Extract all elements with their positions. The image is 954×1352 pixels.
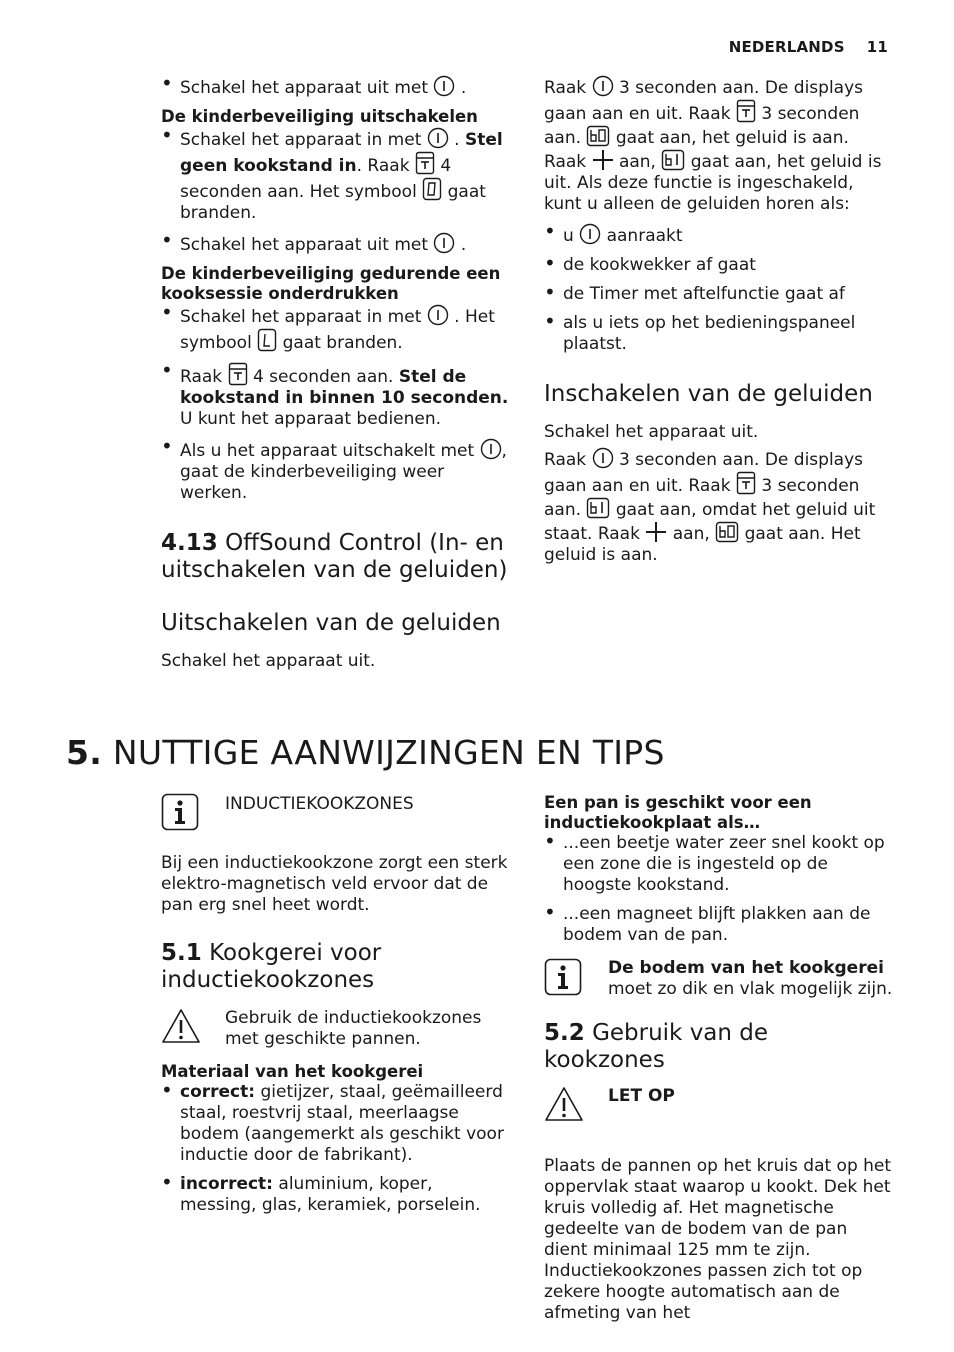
display-b0-icon [715,521,739,543]
power-icon [592,447,614,469]
paragraph: Bij een inductiekookzone zorgt een sterk elektro-magnetisch veld ervoor dat de pan erg snel heet wordt. [161,853,508,915]
right-bottom-column [544,793,896,1324]
plus-icon [592,149,614,171]
warning-icon [161,1008,201,1044]
list-item: • Raak 4 seconden aan. Stel de kookstand in binnen 10 seconden. U kunt het apparaat bedienen. [161,362,511,430]
list-item: • Als u het apparaat uitschakelt met , gaat de kinderbeveiliging weer werken. [161,438,511,504]
left-bottom-column [161,793,513,1224]
section-heading-5-1: 5.1 Kookgerei voor inductiekookzones [161,940,382,993]
subsection-heading: Inschakelen van de geluiden [544,381,873,407]
power-icon [427,304,449,326]
subheading: Een pan is geschikt voor een inductiekookplaat als… [544,793,812,832]
display-b1-icon [661,149,685,171]
info-icon [544,958,582,996]
warning-note: LET OP [544,1086,896,1146]
section-heading-5-2: 5.2 Gebruik van de kookzones [544,1020,769,1073]
plus-icon [645,521,667,543]
display-0-icon [422,177,442,201]
info-note: INDUCTIEKOOKZONES [161,793,513,841]
paragraph: Raak 3 seconden aan. De displays gaan aan en uit. Raak 3 seconden aan. gaat aan, omdat het geluid uit staat. Raak aan, gaat aan. Het geluid is aan. [544,447,894,566]
list-item: • incorrect: aluminium, koper, messing, glas, keramiek, porselein. [161,1174,513,1216]
chapter-heading: 5. NUTTIGE AANWIJZINGEN EN TIPS [66,733,665,772]
paragraph: Raak 3 seconden aan. De displays gaan aan en uit. Raak 3 seconden aan. gaat aan, het geluid is aan. Raak aan, gaat aan, het geluid is uit. Als deze functie is ingeschakeld, kunt u alleen de geluiden horen als: [544,75,894,215]
subheading: Materiaal van het kookgerei [161,1062,424,1081]
list-item: • als u iets op het bedieningspaneel plaatst. [544,313,894,355]
display-b0-icon [586,125,610,147]
power-icon [480,438,502,460]
subsection-heading: Uitschakelen van de geluiden [161,610,501,636]
list-item: • Schakel het apparaat in met . Het symbool gaat branden. [161,304,511,354]
lock-key-icon [736,471,756,495]
subheading: De kinderbeveiliging uitschakelen [161,107,478,126]
subheading: De kinderbeveiliging gedurende een kooksessie onderdrukken [161,264,501,303]
list-item: • u aanraakt [544,223,894,247]
warning-note: Gebruik de inductiekookzones met geschikte pannen. [161,1008,513,1056]
list-item: • ...een beetje water zeer snel kookt op een zone die is ingesteld op de hoogste kookstand. [544,833,896,896]
lock-key-icon [228,362,248,386]
list-item: • ...een magneet blijft plakken aan de bodem van de pan. [544,904,896,946]
lock-key-icon [415,151,435,175]
display-L-icon [257,328,277,352]
left-top-column [161,75,511,672]
info-icon [161,793,199,831]
list-item: • de Timer met aftelfunctie gaat af [544,284,894,305]
list-item: • Schakel het apparaat uit met . [161,232,511,256]
warning-icon [544,1086,584,1122]
power-icon [433,232,455,254]
display-b1-icon [586,497,610,519]
power-icon [427,127,449,149]
power-icon [433,75,455,97]
info-note: De bodem van het kookgerei moet zo dik en vlak mogelijk zijn. [544,958,896,1006]
list-item: • de kookwekker af gaat [544,255,894,276]
header-language: NEDERLANDS [728,38,845,56]
paragraph: Schakel het apparaat uit. [161,651,376,671]
section-heading-4-13: 4.13 OffSound Control (In- en uitschakelen van de geluiden) [161,530,508,583]
page-header [729,38,888,56]
list-item: • correct: gietijzer, staal, geëmailleerd staal, roestvrij staal, meerlaagse bodem (aangemerkt als geschikt voor inductie door de fabrikant). [161,1082,513,1166]
paragraph: Plaats de pannen op het kruis dat op het oppervlak staat waarop u kookt. Dek het kruis volledig af. Het magnetische gedeelte van de bodem van de pan dient minimaal 125 mm te zijn. Inductiekookzones passen zich tot op zekere hoogte automatisch aan de afmeting van het [544,1156,892,1323]
paragraph: Schakel het apparaat uit. [544,422,759,442]
page-number: 11 [866,38,888,56]
power-icon [579,223,601,245]
list-item: • Schakel het apparaat in met . Stel geen kookstand in. Raak 4 seconden aan. Het symbool gaat branden. [161,127,511,224]
lock-key-icon [736,99,756,123]
list-item: • Schakel het apparaat uit met . [161,75,511,99]
power-icon [592,75,614,97]
right-top-column [544,75,894,566]
